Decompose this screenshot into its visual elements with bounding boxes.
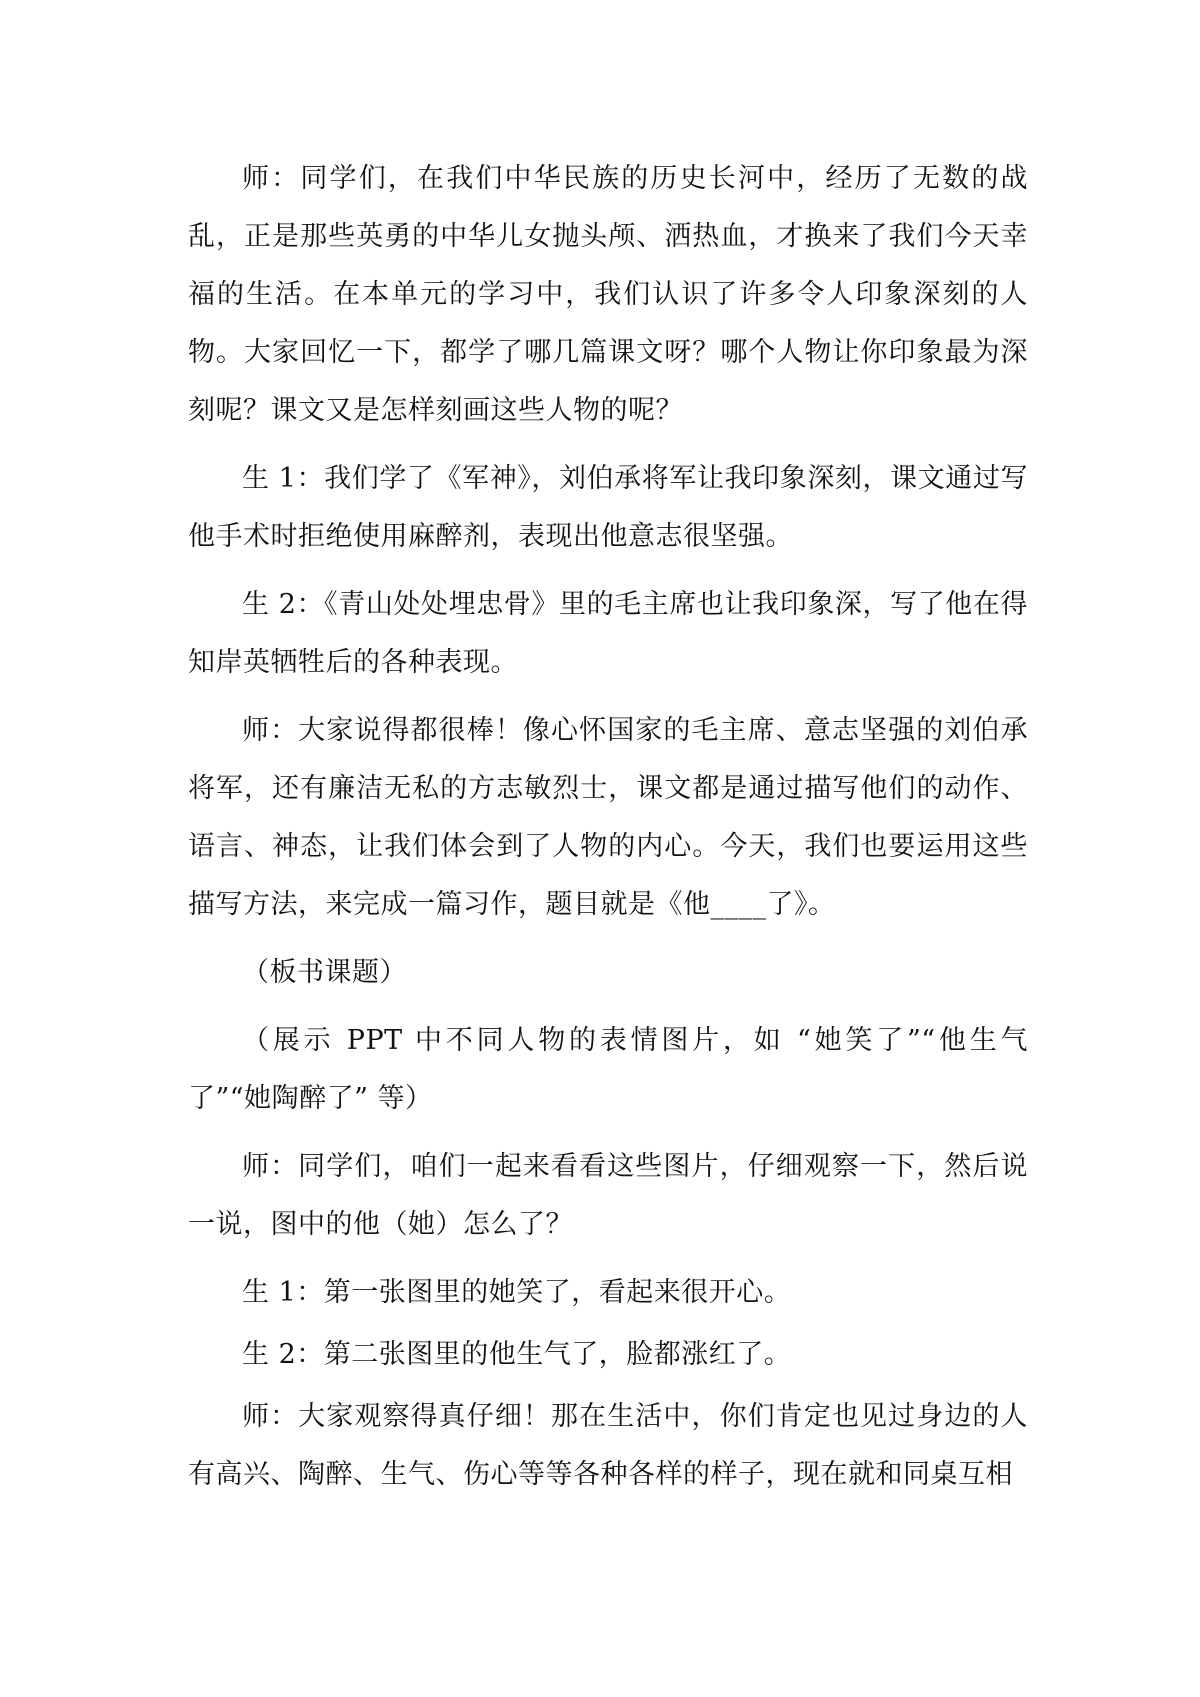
paragraph-student-2-qingshan: 生 2：《青山处处埋忠骨》里的毛主席也让我印象深，写了他在得知岸英牺牲后的各种表现。 bbox=[188, 589, 1028, 678]
paragraph-board-note: （板书课题） bbox=[242, 957, 407, 988]
paragraph-ppt-note: （展示 PPT 中不同人物的表情图片，如 “她笑了”“他生气了”“她陶醉了” 等） bbox=[188, 1025, 1028, 1114]
paragraph-teacher-summary: 师：大家说得都很棒！像心怀国家的毛主席、意志坚强的刘伯承将军，还有廉洁无私的方志敏烈士，课文都是通过描写他们的动作、语言、神态，让我们体会到了人物的内心。今天，我们也要运用这些描写方法，来完成一篇习作，题目就是《他____了》。 bbox=[188, 715, 1028, 920]
paragraph-teacher-discuss: 师：大家观察得真仔细！那在生活中，你们肯定也见过身边的人有高兴、陶醉、生气、伤心等等各种各样的样子，现在就和同桌互相 bbox=[188, 1401, 1028, 1490]
paragraph-teacher-observe: 师：同学们，咱们一起来看看这些图片，仔细观察一下，然后说一说，图中的他（她）怎么了？ bbox=[188, 1151, 1028, 1240]
paragraph-student-1-junshen: 生 1：我们学了《军神》，刘伯承将军让我印象深刻，课文通过写他手术时拒绝使用麻醉剂，表现出他意志很坚强。 bbox=[188, 463, 1028, 552]
paragraph-teacher-intro: 师：同学们，在我们中华民族的历史长河中，经历了无数的战乱，正是那些英勇的中华儿女抛头颅、洒热血，才换来了我们今天幸福的生活。在本单元的学习中，我们认识了许多令人印象深刻的人物。大家回忆一下，都学了哪几篇课文呀？哪个人物让你印象最为深刻呢？课文又是怎样刻画这些人物的呢？ bbox=[188, 163, 1028, 426]
paragraph-student-2-angry: 生 2：第二张图里的他生气了，脸都涨红了。 bbox=[242, 1339, 792, 1370]
paragraph-student-1-smile: 生 1：第一张图里的她笑了，看起来很开心。 bbox=[242, 1277, 792, 1308]
document-body bbox=[188, 150, 1028, 1514]
